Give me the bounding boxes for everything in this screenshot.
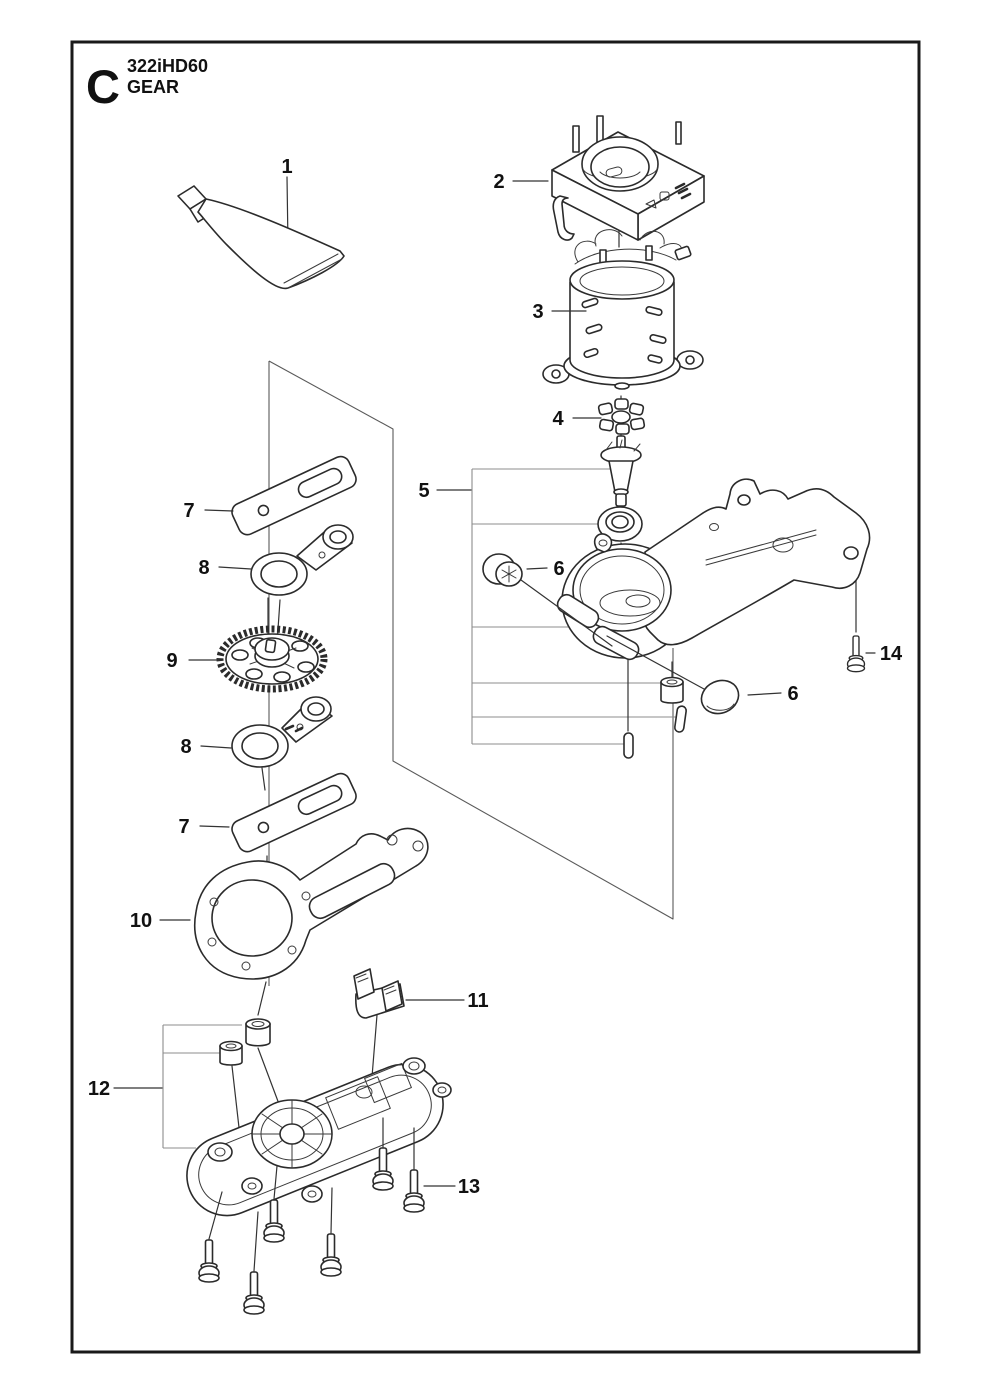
callout-8-upper: 8 bbox=[198, 557, 210, 579]
model-title: 322iHD60 bbox=[127, 56, 209, 76]
bracket-peg bbox=[597, 116, 603, 142]
callout-7-lower: 7 bbox=[178, 816, 190, 838]
collar-inner bbox=[591, 147, 649, 187]
cover-boss bbox=[242, 1178, 262, 1194]
cup-ear bbox=[595, 534, 612, 552]
part-12-bushing-upper bbox=[246, 1019, 270, 1046]
cover-boss bbox=[403, 1058, 425, 1074]
rod-small-bore bbox=[330, 531, 346, 543]
coupling-lobe bbox=[630, 418, 645, 430]
section-letter: C bbox=[86, 60, 120, 113]
bushing-top bbox=[246, 1019, 270, 1029]
gear-hole bbox=[246, 669, 262, 679]
callout-2: 2 bbox=[493, 171, 505, 193]
rod-big-bore bbox=[261, 561, 297, 587]
cover-boss bbox=[208, 1143, 232, 1161]
brush-post bbox=[646, 246, 652, 260]
callout-6-lower: 6 bbox=[787, 683, 799, 705]
coupling-lobe bbox=[615, 399, 628, 409]
gear-key bbox=[265, 640, 276, 653]
motor-ear bbox=[677, 351, 703, 369]
arm-hole bbox=[844, 547, 858, 559]
callout-14: 14 bbox=[879, 643, 903, 665]
coupling-lobe bbox=[629, 403, 644, 415]
callout-7-upper: 7 bbox=[183, 500, 195, 522]
bracket-peg bbox=[573, 126, 579, 152]
pin bbox=[624, 733, 633, 758]
section-title: GEAR bbox=[127, 77, 180, 97]
coupling-lobe bbox=[599, 419, 614, 431]
bearing-bore bbox=[612, 516, 628, 528]
callout-1: 1 bbox=[281, 156, 293, 178]
bracket-peg bbox=[676, 122, 681, 144]
cover-boss bbox=[433, 1083, 451, 1097]
gear-hole bbox=[274, 672, 290, 682]
bushing-top bbox=[220, 1042, 242, 1051]
callout-9: 9 bbox=[166, 650, 178, 672]
callout-12: 12 bbox=[87, 1078, 111, 1100]
pinion-stub bbox=[616, 494, 626, 506]
gear-hole bbox=[292, 641, 308, 651]
coupling-center bbox=[612, 411, 630, 423]
callout-3: 3 bbox=[532, 301, 544, 323]
callout-13: 13 bbox=[457, 1176, 481, 1198]
callout-6-upper: 6 bbox=[553, 558, 565, 580]
bushing-top bbox=[661, 678, 683, 687]
gasket-opening bbox=[212, 880, 292, 956]
part-12-bushing-lower bbox=[220, 1042, 242, 1066]
rod-big-bore bbox=[242, 733, 278, 759]
cover-boss bbox=[302, 1186, 322, 1202]
callout-4: 4 bbox=[552, 408, 564, 430]
callout-11: 11 bbox=[467, 990, 489, 1012]
callout-8-lower: 8 bbox=[180, 736, 192, 758]
callout-10: 10 bbox=[129, 910, 153, 932]
cover-hub-bore bbox=[280, 1124, 304, 1144]
gear-hole bbox=[298, 662, 314, 672]
rod-small-bore bbox=[308, 703, 324, 715]
coupling-lobe bbox=[598, 403, 613, 415]
arm-hole bbox=[738, 495, 750, 505]
callout-5: 5 bbox=[418, 480, 430, 502]
coupling-lobe bbox=[616, 424, 629, 434]
motor-shaft-stub bbox=[615, 383, 629, 389]
gear-hole bbox=[232, 650, 248, 660]
